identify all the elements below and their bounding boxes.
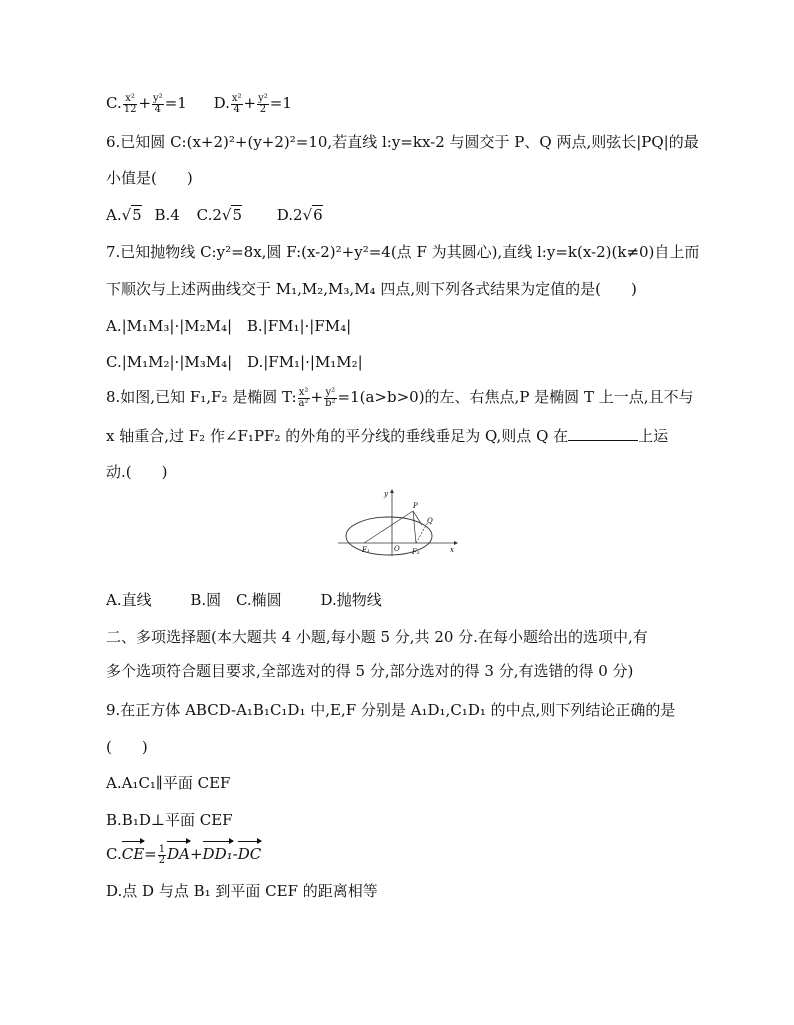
q6-d-radicand: 6 [313,206,323,224]
q9-stem-line1: 9.在正方体 ABCD-A₁B₁C₁D₁ 中,E,F 分别是 A₁D₁,C₁D₁ 的中点,则下列结论正确的是 [106,701,676,719]
q9-c-minus: - [232,845,238,863]
q8-plus: + [310,388,324,406]
q7-option-a: A.|M₁M₃|·|M₂M₄| [106,317,233,335]
q8-option-d: D.抛物线 [320,591,382,609]
q8-den2: b² [325,397,336,409]
q9-c-vector-da: DA [167,845,190,863]
q5-c-num2: y² [153,92,163,104]
q5-option-d [214,92,292,115]
q6-option-a: A.√5 [106,206,142,224]
fig-label-y: y [384,490,388,498]
q6-stem-line2: 小值是( ) [106,169,193,187]
q6-c-radicand: 5 [232,206,242,224]
q9-option-d: D.点 D 与点 B₁ 到平面 CEF 的距离相等 [106,882,378,900]
fig-label-q: Q [427,517,433,525]
fig-x-arrow [454,541,458,545]
q8-option-c: C.椭圆 [235,591,282,609]
q8-line1-b: =1(a>b>0)的左、右焦点,P 是椭圆 T 上一点,且不与 [337,388,694,406]
q5-d-den1: 4 [233,103,240,115]
q5-c-den1: 12 [123,103,137,115]
q9-c-label: C. [106,845,122,863]
q8-line1-a: 8.如图,已知 F₁,F₂ 是椭圆 T: [106,388,297,406]
fig-label-x: x [450,546,454,554]
q6-options [106,204,694,226]
q9-option-c [106,843,694,866]
q8-den1: a² [298,397,309,409]
q8-line2-b: 上运 [638,427,669,445]
q5-c-eq: =1 [164,94,187,112]
q5-option-c [106,92,187,115]
q8-stem-line3: 动.( ) [106,463,168,481]
fig-y-arrow [390,489,394,493]
q8-ellipse-figure [336,486,460,558]
q6-option-c: C.2√5 [196,206,242,224]
q9-c-plus: + [189,845,203,863]
q5-d-frac1 [231,94,243,115]
q5-c-plus: + [138,94,152,112]
q8-stem-line2 [106,425,694,447]
q9-c-vector-ce: CE [121,845,145,863]
q9-c-fnum: 1 [158,843,166,855]
q7-option-c: C.|M₁M₂|·|M₃M₄| [106,353,233,371]
q9-c-eq: = [144,845,157,863]
fig-label-o: O [394,545,400,553]
q7-options-cd [106,351,694,373]
q5-option-d-label: D. [213,94,230,112]
q5-c-num1: x² [123,94,138,105]
q8-line2-a: x 轴重合,过 F₂ 作∠F₁PF₂ 的外角的平分线的垂线垂足为 Q,则点 Q 在 [106,427,569,445]
q6-d-label: D.2 [276,206,303,224]
q9-c-fden: 2 [158,854,166,866]
q5-c-frac2 [152,94,164,115]
q5-option-c-label: C. [106,94,122,112]
q8-num1: x² [298,386,309,398]
q9-option-a: A.A₁C₁∥平面 CEF [106,774,231,792]
q5-d-frac2 [257,94,269,115]
q5-d-num1: x² [231,92,242,104]
q7-option-b: B.|FM₁|·|FM₄| [246,317,352,335]
q5-d-den2: 2 [259,103,267,115]
q8-fill-blank [568,426,638,441]
q5-d-num2: y² [258,92,268,104]
section2-heading-line2: 多个选项符合题目要求,全部选对的得 5 分,部分选对的得 3 分,有选错的得 0 分) [106,662,634,680]
q8-option-a: A.直线 [106,591,152,609]
q7-options-ab [106,315,694,337]
q5-c-frac1 [123,94,138,115]
fig-line-pf2 [413,511,416,543]
q5-d-eq: =1 [269,94,292,112]
fig-line-f2q [416,522,428,543]
q9-c-vector-dd1: DD₁ [202,845,233,863]
q6-a-label: A. [106,206,122,224]
q9-c-frac [158,845,166,866]
q9-option-b: B.B₁D⊥平面 CEF [106,811,233,829]
q6-c-label: C.2 [196,206,222,224]
q5-c-den2: 4 [154,103,162,115]
q5-d-plus: + [243,94,257,112]
q9-stem-line2: ( ) [106,738,148,756]
q8-num2: y² [325,386,336,398]
fig-line-f1p [364,511,413,543]
q6-a-radicand: 5 [132,206,142,224]
q5-options-cd [106,92,694,115]
q6-option-d: D.2√6 [276,206,323,224]
q7-option-d: D.|FM₁|·|M₁M₂| [246,353,363,371]
q8-frac1 [298,388,310,409]
q6-option-b: B.4 [154,206,180,224]
fig-label-f1: F₁ [362,546,370,554]
q9-c-vector-dc: DC [237,845,262,863]
q8-stem-line1 [106,386,694,409]
q8-frac2 [324,388,336,409]
fig-label-p: P [413,502,418,510]
section2-heading-line1: 二、多项选择题(本大题共 4 小题,每小题 5 分,共 20 分.在每小题给出的选项中,有 [106,628,648,646]
q7-stem-line1: 7.已知抛物线 C:y²=8x,圆 F:(x-2)²+y²=4(点 F 为其圆心),直线 l:y=k(x-2)(k≠0)自上而 [106,243,700,261]
q7-stem-line2: 下顺次与上述两曲线交于 M₁,M₂,M₃,M₄ 四点,则下列各式结果为定值的是( ) [106,280,637,298]
fig-label-f2: F₂ [412,548,420,556]
q8-options [106,589,694,611]
q8-option-b: B.圆 [190,591,222,609]
q6-stem-line1: 6.已知圆 C:(x+2)²+(y+2)²=10,若直线 l:y=kx-2 与圆交于 P、Q 两点,则弦长|PQ|的最 [106,133,699,151]
